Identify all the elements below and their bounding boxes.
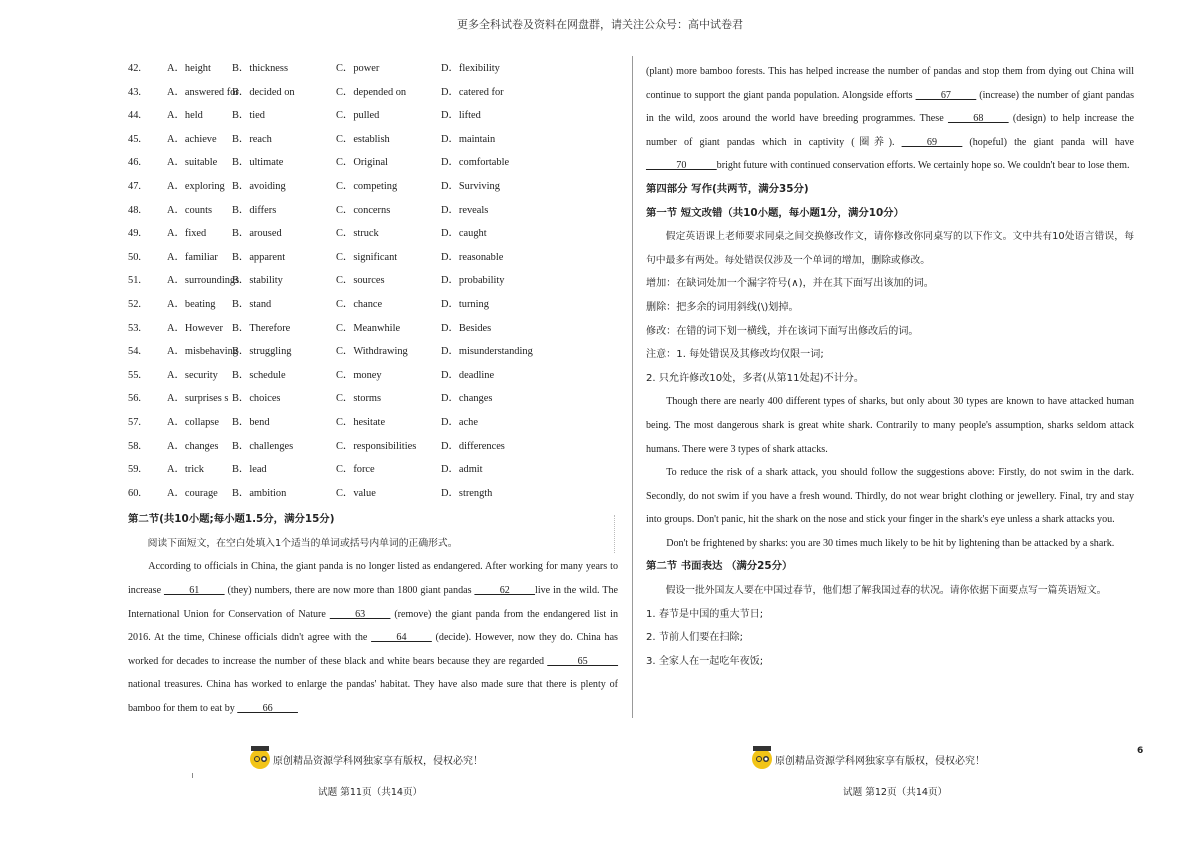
- sec1-note-1: 注意：1. 每处错误及其修改均仅限一词;: [646, 349, 824, 361]
- copyright-text: 原创精品资源学科网独家享有版权，侵权必究！: [775, 755, 985, 767]
- option-row: [128, 178, 618, 202]
- options-list: [128, 60, 618, 508]
- option-a: A．collapse: [167, 416, 219, 428]
- option-row: [128, 154, 618, 178]
- question-number: 45.: [128, 133, 141, 145]
- question-number: 60.: [128, 487, 141, 499]
- option-row: [128, 485, 618, 509]
- option-d: D．reveals: [441, 204, 489, 216]
- option-d: D．comfortable: [441, 157, 510, 169]
- essay-paragraph-3: Don't be frightened by sharks: you are 30 times much likely to be hit by lightening than be attacked by a shark.: [666, 537, 1115, 549]
- option-c: C．storms: [336, 393, 382, 405]
- option-row: [128, 367, 618, 391]
- blank-65: ______65______: [547, 655, 618, 667]
- option-a: A．courage: [167, 487, 218, 499]
- option-b: B．thickness: [232, 63, 288, 74]
- column-divider: [632, 56, 633, 718]
- option-c: C．struck: [336, 228, 379, 240]
- question-number: 58.: [128, 440, 141, 452]
- option-b: B．choices: [232, 393, 281, 405]
- option-d: D．differences: [441, 440, 505, 452]
- option-row: [128, 84, 618, 108]
- blank-63: _____63_____: [329, 608, 391, 620]
- option-c: C．establish: [336, 133, 390, 145]
- question-number: 48.: [128, 204, 141, 216]
- option-a: A．security: [167, 369, 218, 381]
- sec1-delete-rule: 删除：把多余的词用斜线(\)划掉。: [646, 301, 799, 313]
- sec1-add-rule: 增加：在缺词处加一个漏字符号(∧)，并在其下面写出该加的词。: [646, 278, 934, 290]
- question-number: 54.: [128, 346, 141, 358]
- passage-text: (remove) the giant panda from the endangered list in 2016. At the time, Chinese officials didn't agree with the: [128, 608, 618, 644]
- page-number-left: 试题 第11页（共14页）: [318, 787, 423, 798]
- option-d: D．caught: [441, 228, 487, 240]
- blank-70: ______70______: [646, 160, 717, 172]
- point-3: 3. 全家人在一起吃年夜饭;: [646, 655, 764, 667]
- question-number: 42.: [128, 63, 141, 74]
- blank-69: _____69_____: [901, 136, 963, 148]
- option-row: [128, 414, 618, 438]
- question-number: 43.: [128, 86, 141, 98]
- option-c: C．pulled: [336, 110, 380, 122]
- section2-instruction: 阅读下面短文，在空白处填入1个适当的单词或括号内单词的正确形式。: [147, 537, 458, 549]
- option-b: B．tied: [232, 110, 265, 122]
- sec1-heading: 第一节 短文改错（共10小题，每小题1分，满分10分）: [646, 206, 904, 219]
- right-column: [646, 60, 1134, 673]
- option-c: C．Original: [336, 157, 388, 169]
- question-number: 51.: [128, 275, 141, 287]
- blank-67: _____67_____: [915, 89, 977, 101]
- passage-text: national treasures. China has worked to enlarge the pandas' habitat. They have also made sure that there is plenty of bamboo for them to eat by: [128, 679, 618, 715]
- option-a: A．height: [167, 63, 211, 74]
- copyright-seal-left: [250, 748, 483, 770]
- option-a: A．surroundings: [167, 275, 240, 287]
- question-number: 49.: [128, 228, 141, 240]
- owl-logo-icon: [752, 749, 772, 769]
- blank-68: _____68_____: [948, 113, 1009, 125]
- option-d: D．admit: [441, 464, 483, 476]
- option-row: [128, 438, 618, 462]
- option-c: C．significant: [336, 251, 398, 263]
- option-c: C．money: [336, 369, 382, 381]
- option-c: C．sources: [336, 275, 385, 287]
- passage-text: bright future with continued conservation efforts. We certainly hope so. We couldn't bear to lose them.: [716, 160, 1130, 172]
- option-c: C．depended on: [336, 86, 407, 98]
- passage-text: According to officials in China, the giant panda is no longer listed as endangered. After working for many years to increase: [128, 561, 618, 597]
- passage-text: (they) numbers, there are now more than 1800 giant pandas: [224, 585, 475, 597]
- option-d: D．Surviving: [441, 180, 500, 192]
- question-number: 44.: [128, 110, 141, 122]
- option-b: B．Therefore: [232, 322, 291, 334]
- option-row: [128, 202, 618, 226]
- passage-text: (hopeful) the giant panda will have: [962, 136, 1134, 148]
- option-row: [128, 107, 618, 131]
- passage-text: (design) to help increase the number of giant pandas which in captivity (圈养).: [646, 113, 1134, 148]
- option-b: B．schedule: [232, 369, 286, 381]
- question-number: 52.: [128, 298, 141, 310]
- option-a: A．surprises s: [167, 393, 229, 405]
- option-c: C．Meanwhile: [336, 322, 401, 334]
- top-banner: 更多全科试卷及资料在网盘群，请关注公众号：高中试卷君: [457, 19, 743, 31]
- point-2: 2. 节前人们要在扫除;: [646, 632, 743, 644]
- passage-right: [646, 60, 1134, 178]
- blank-64: _____64_____: [371, 632, 432, 644]
- option-d: D．lifted: [441, 110, 481, 122]
- option-a: A．achieve: [167, 133, 217, 145]
- section2-heading: 第二节(共10小题;每小题1.5分，满分15分): [128, 513, 335, 526]
- option-row: [128, 296, 618, 320]
- option-a: A．changes: [167, 440, 219, 452]
- option-c: C．hesitate: [336, 416, 386, 428]
- copyright-seal-right: [752, 748, 985, 770]
- option-a: A．trick: [167, 464, 204, 476]
- option-d: D．strength: [441, 487, 493, 499]
- question-number: 46.: [128, 157, 141, 169]
- question-number: 47.: [128, 180, 141, 192]
- option-b: B．stand: [232, 298, 272, 310]
- option-a: A．beating: [167, 298, 216, 310]
- option-a: A．fixed: [167, 228, 207, 240]
- sec1-modify-rule: 修改：在错的词下划一横线，并在该词下面写出修改后的词。: [646, 325, 919, 337]
- option-b: B．reach: [232, 133, 272, 145]
- left-column: [128, 60, 618, 721]
- owl-logo-icon: [250, 749, 270, 769]
- option-b: B．challenges: [232, 440, 294, 452]
- essay-paragraph-1: Though there are nearly 400 different types of sharks, but only about 30 types are known to have attacked human being. The most dangerous shark is great white shark. Contrarily to many people's assumption, sharks seldom attack humans. There were 3 types of shark attacks.: [646, 396, 1134, 455]
- option-d: D．ache: [441, 416, 478, 428]
- option-b: B．lead: [232, 464, 267, 476]
- option-c: C．force: [336, 464, 375, 476]
- option-a: A．familiar: [167, 251, 218, 263]
- blank-62: _____62_____: [474, 585, 536, 597]
- option-a: A．However: [167, 322, 223, 334]
- part4-heading: 第四部分 写作(共两节，满分35分): [646, 182, 809, 195]
- option-b: B．avoiding: [232, 180, 286, 192]
- option-d: D．deadline: [441, 369, 495, 381]
- option-row: [128, 272, 618, 296]
- option-row: [128, 343, 618, 367]
- option-row: [128, 320, 618, 344]
- option-c: C．Withdrawing: [336, 346, 408, 358]
- essay-paragraph-2: To reduce the risk of a shark attack, you should follow the suggestions above: Firstly, do not swim in the dark. Secondly, do not swim if you have a fresh wound. Thirdly, do not wear bright clothing or jewellery. Final, try and stay into groups. Don't panic, hit the shark on the nose and stick your finger in the shark's eye unless a shark attacks you.: [646, 467, 1134, 526]
- option-d: D．Besides: [441, 322, 492, 334]
- passage-text: (increase) the number of giant pandas in the wild, zoos around the world have breeding programmes. These: [646, 89, 1134, 125]
- option-row: [128, 461, 618, 485]
- passage-text: live in the wild. The International Union for Conservation of Nature: [128, 585, 618, 620]
- option-c: C．responsibilities: [336, 440, 417, 452]
- option-b: B．stability: [232, 275, 283, 287]
- side-number: 6: [1137, 746, 1144, 756]
- option-a: A．suitable: [167, 157, 218, 169]
- option-a: A．counts: [167, 204, 213, 216]
- option-row: [128, 390, 618, 414]
- option-row: [128, 249, 618, 273]
- question-number: 56.: [128, 393, 141, 405]
- option-b: B．struggling: [232, 346, 292, 358]
- option-row: [128, 60, 618, 84]
- option-b: B．ultimate: [232, 157, 284, 169]
- option-row: [128, 225, 618, 249]
- option-d: D．changes: [441, 393, 493, 405]
- blank-66: _____66_____: [237, 703, 298, 715]
- option-b: B．apparent: [232, 251, 286, 263]
- option-a: A．exploring: [167, 180, 225, 192]
- sec2-heading: 第二节 书面表达 （满分25分）: [646, 560, 793, 573]
- option-b: B．bend: [232, 416, 270, 428]
- passage-text: (decide). However, now they do. China has worked for decades to increase the number of these black and white bears because they are regarded: [128, 632, 618, 667]
- option-d: D．catered for: [441, 86, 504, 98]
- passage-left: [128, 555, 618, 720]
- point-1: 1. 春节是中国的重大节日;: [646, 608, 764, 620]
- option-c: C．chance: [336, 298, 383, 310]
- mark-tick: [192, 773, 193, 778]
- blank-61: _____61_____: [163, 585, 225, 597]
- option-a: A．held: [167, 110, 203, 122]
- option-c: C．competing: [336, 180, 398, 192]
- option-d: D．turning: [441, 298, 489, 310]
- option-d: D．flexibility: [441, 63, 500, 74]
- sec2-intro: 假设一批外国友人要在中国过春节，他们想了解我国过春的状况。请你依据下面要点写一篇英语短文。: [665, 585, 1107, 597]
- option-d: D．misunderstanding: [441, 346, 533, 358]
- option-b: B．aroused: [232, 228, 282, 240]
- option-d: D．reasonable: [441, 251, 504, 263]
- option-b: B．ambition: [232, 487, 287, 499]
- option-a: A．answered for: [167, 86, 239, 98]
- question-number: 59.: [128, 464, 141, 476]
- option-row: [128, 131, 618, 155]
- option-d: D．probability: [441, 275, 505, 287]
- copyright-text: 原创精品资源学科网独家享有版权，侵权必究！: [273, 755, 483, 767]
- sec1-intro: 假定英语课上老师要求同桌之间交换修改作文，请你修改你同桌写的以下作文。文中共有10处语言错误，每句中最多有两处。每处错误仅涉及一个单词的增加，删除或修改。: [646, 231, 1134, 266]
- question-number: 57.: [128, 416, 141, 428]
- question-number: 53.: [128, 322, 141, 334]
- passage-text: (plant) more bamboo forests. This has helped increase the number of pandas and stop them from dying out China will continue to support the giant panda population. Alongside efforts: [646, 66, 1134, 101]
- page-number-right: 试题 第12页（共14页）: [843, 787, 948, 798]
- option-c: C．power: [336, 63, 380, 74]
- option-c: C．value: [336, 487, 376, 499]
- option-b: B．decided on: [232, 86, 295, 98]
- option-a: A．misbehaving: [167, 346, 238, 358]
- sec1-note-2: 2. 只允许修改10处，多者(从第11处起)不计分。: [646, 372, 864, 384]
- question-number: 55.: [128, 369, 141, 381]
- option-c: C．concerns: [336, 204, 391, 216]
- question-number: 50.: [128, 251, 141, 263]
- option-b: B．differs: [232, 204, 277, 216]
- option-d: D．maintain: [441, 133, 496, 145]
